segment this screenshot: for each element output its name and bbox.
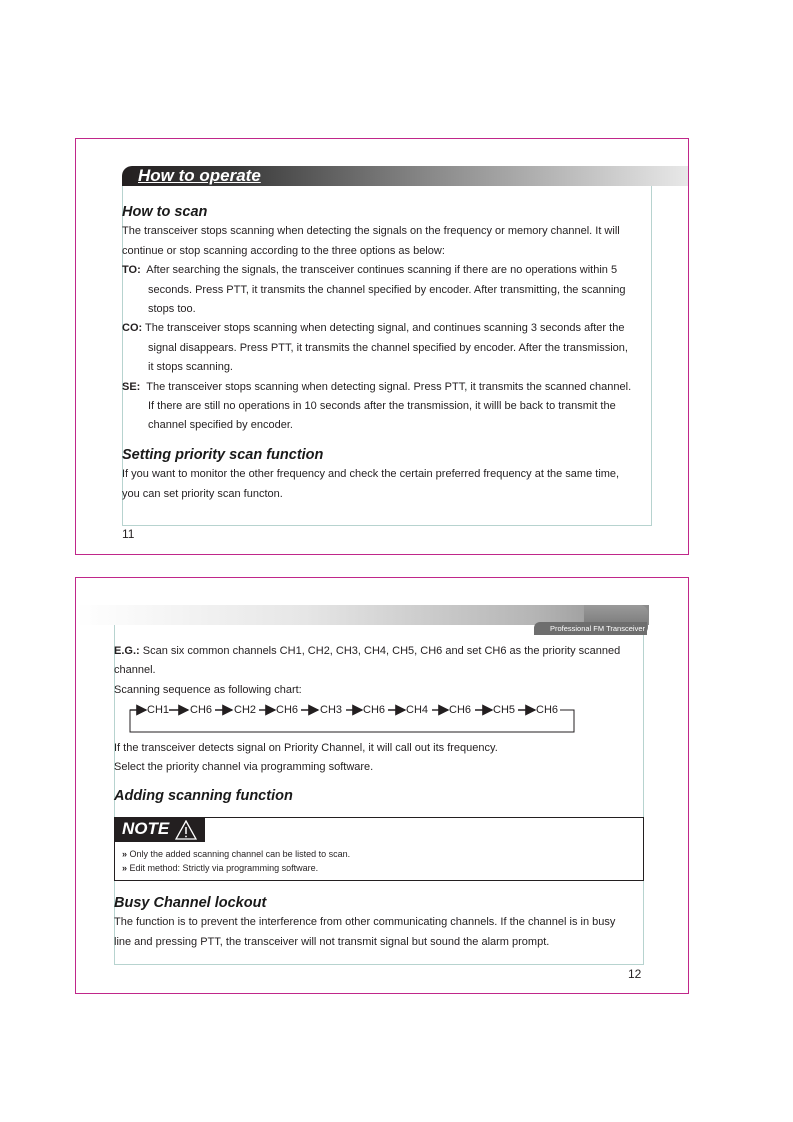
channel-label: CH4 [406,704,429,716]
paragraph-line: seconds. Press PTT, it transmits the channel specified by encoder. After transmitting, the scanning [148,283,626,296]
option-co [122,319,662,377]
section-heading: Adding scanning function [114,787,293,804]
channel-label: CH6 [276,704,299,716]
page-12-middle [114,739,654,806]
channel-label: CH5 [493,704,516,716]
option-label: CO: [122,322,143,335]
paragraph-line: If there are still no operations in 10 seconds after the transmission, it willl be back to transmit the [148,400,616,413]
channel-label: CH3 [320,704,343,716]
header-tag: Professional FM Transceiver [534,622,647,635]
note-text: Only the added scanning channel can be listed to scan. [129,849,351,859]
paragraph-line: channel. [114,664,156,677]
paragraph-line: stops too. [148,303,196,316]
section-heading: How to scan [122,204,208,220]
option-to [122,261,662,319]
scan-sequence-labels [126,704,586,718]
channel-label: CH6 [363,704,386,716]
page-number: 11 [122,527,135,541]
page-11-body [122,203,662,504]
note-label: NOTE [122,819,170,838]
paragraph-line: line and pressing PTT, the transceiver will not transmit signal but sound the alarm prompt. [114,935,550,948]
option-label: SE: [122,380,141,393]
paragraph-line: The transceiver stops scanning when detecting the signals on the frequency or memory channel. It will [122,225,620,238]
paragraph-line: Scanning sequence as following chart: [114,683,302,696]
note-item [122,863,318,873]
warning-icon [175,820,197,840]
paragraph-line: Select the priority channel via programming software. [114,761,374,774]
section-heading: Setting priority scan function [122,446,324,463]
channel-label: CH1 [147,704,170,716]
note-tag [115,818,205,842]
manual-page-12 [75,577,689,994]
paragraph-line: The function is to prevent the interference from other communicating channels. If the channel is in busy [114,916,616,929]
paragraph-line: Scan six common channels CH1, CH2, CH3, CH4, CH5, CH6 and set CH6 as the priority scanned [142,645,621,657]
double-chevron-icon: » [122,863,128,873]
paragraph-line: signal disappears. Press PTT, it transmits the channel specified by encoder. After the transmission, [148,341,628,354]
channel-label: CH6 [536,704,559,716]
paragraph-line: The transceiver stops scanning when detecting signal. Press PTT, it transmits the scanned channel. [146,380,632,393]
note-item [122,849,350,859]
manual-page-11 [75,138,689,555]
note-box [114,817,644,881]
option-label: TO: [122,264,141,277]
page-12-upper [114,642,654,700]
note-text: Edit method: Strictly via programming software. [129,863,319,873]
paragraph-line: it stops scanning. [148,361,233,374]
channel-label: CH2 [234,704,257,716]
paragraph-line: The transceiver stops scanning when detecting signal, and continues scanning 3 seconds after the [145,322,625,335]
channel-label: CH6 [190,704,213,716]
paragraph-line: If you want to monitor the other frequency and check the certain preferred frequency at the same time, [122,468,620,481]
header-title: How to operate [138,166,261,185]
paragraph-line: continue or stop scanning according to the three options as below: [122,244,445,257]
page-number: 12 [628,967,642,981]
paragraph-line: you can set priority scan functon. [122,487,283,500]
paragraph-line: If the transceiver detects signal on Priority Channel, it will call out its frequency. [114,742,498,754]
section-heading: Busy Channel lockout [114,895,267,911]
example-label: E.G.: [114,645,140,657]
page-12-lower [114,894,654,952]
paragraph-line: channel specified by encoder. [148,419,293,432]
double-chevron-icon: » [122,849,128,859]
channel-label: CH6 [449,704,472,716]
paragraph-line: After searching the signals, the transceiver continues scanning if there are no operations within 5 [146,264,618,277]
option-se [122,378,662,436]
